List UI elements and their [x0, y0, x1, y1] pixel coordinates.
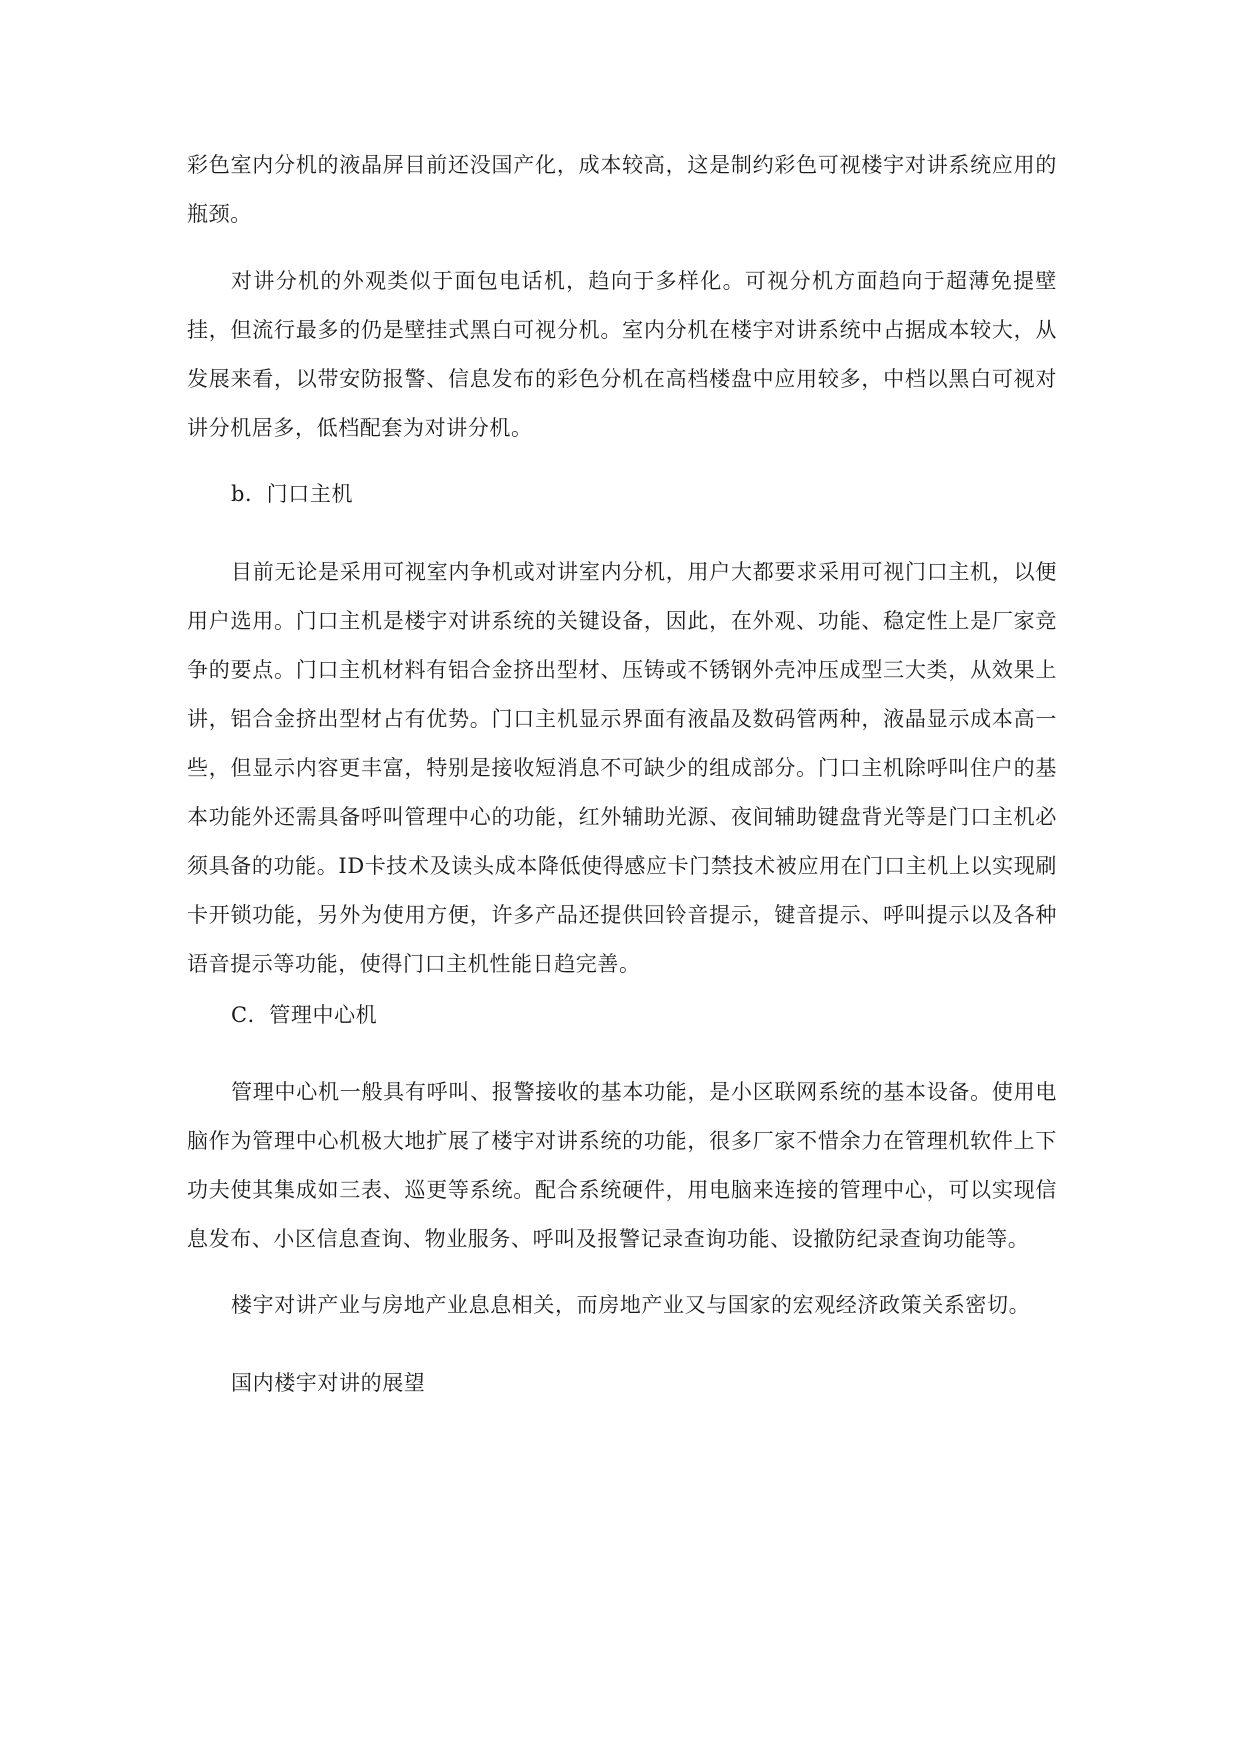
paragraph-management-center-details: 管理中心机一般具有呼叫、报警接收的基本功能，是小区联网系统的基本设备。使用电脑作为管理中心机极大地扩展了楼宇对讲系统的功能，很多厂家不惜余力在管理机软件上下功夫使其集成如三表、巡更等系统。配合系统硬件，用电脑来连接的管理中心，可以实现信息发布、小区信息查询、物业服务、呼叫及报警记录查询功能、设撤防纪录查询功能等。 [187, 1080, 1057, 1251]
paragraph-intercom-unit-appearance: 对讲分机的外观类似于面包电话机，趋向于多样化。可视分机方面趋向于超薄免提壁挂，但流行最多的仍是壁挂式黑白可视分机。室内分机在楼宇对讲系统中占据成本较大，从发展来看，以带安防报警、信息发布的彩色分机在高档楼盘中应用较多，中档以黑白可视对讲分机居多，低档配套为对讲分机。 [187, 269, 1057, 440]
paragraph-real-estate-relation: 楼宇对讲产业与房地产业息息相关，而房地产业又与国家的宏观经济政策关系密切。 [231, 1293, 1031, 1317]
paragraph-door-station-details: 目前无论是采用可视室内争机或对讲室内分机，用户大都要求采用可视门口主机，以便用户选用。门口主机是楼宇对讲系统的关键设备，因此，在外观、功能、稳定性上是厂家竞争的要点。门口主机材料有铝合金挤出型材、压铸或不锈钢外壳冲压成型三大类，从效果上讲，铝合金挤出型材占有优势。门口主机显示界面有液晶及数码管两种，液晶显示成本高一些，但显示内容更丰富，特别是接收短消息不可缺少的组成部分。门口主机除呼叫住户的基本功能外还需具备呼叫管理中心的功能，红外辅助光源、夜间辅助键盘背光等是门口主机必须具备的功能。ID卡技术及读头成本降低使得感应卡门禁技术被应用在门口主机上以实现刷卡开锁功能，另外为使用方便，许多产品还提供回铃音提示，键音提示、呼叫提示以及各种语音提示等功能，使得门口主机性能日趋完善。 [187, 560, 1057, 976]
section-heading-door-station: b．门口主机 [231, 482, 354, 506]
paragraph-color-indoor-unit-cost: 彩色室内分机的液晶屏目前还没国产化，成本较高，这是制约彩色可视楼宇对讲系统应用的瓶颈。 [187, 153, 1057, 226]
paragraph-domestic-outlook-heading: 国内楼宇对讲的展望 [231, 1371, 426, 1395]
section-heading-management-center: C．管理中心机 [231, 1003, 378, 1027]
